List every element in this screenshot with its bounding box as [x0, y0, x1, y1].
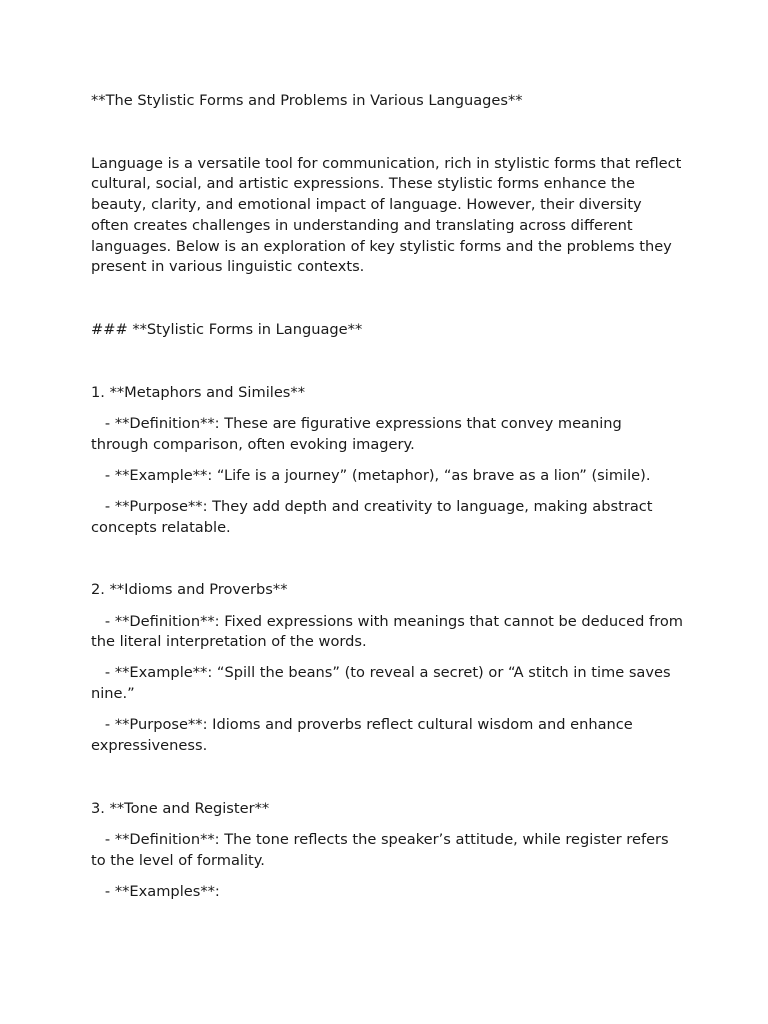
item-heading: 2. **Idioms and Proverbs** [91, 581, 288, 599]
item-bullet-definition: - **Definition**: The tone reflects the speaker’s attitude, while register refers to the level of formality. [91, 830, 674, 869]
item-bullet-purpose: - **Purpose**: Idioms and proverbs reflect cultural wisdom and enhance expressiveness. [91, 716, 638, 755]
intro-paragraph: Language is a versatile tool for communication, rich in stylistic forms that reflect cultural, social, and artistic expressions. These stylistic forms enhance the beauty, clarity, and emotional impact of language. However, their diversity often creates challenges in understanding and translating across different languages. Below is an exploration of key stylistic forms and the problems they present in various linguistic contexts. [91, 154, 687, 276]
list-item-metaphors [91, 383, 683, 539]
document-body [91, 91, 688, 913]
item-bullet-example: - **Example**: “Life is a journey” (metaphor), “as brave as a lion” (simile). [91, 466, 651, 484]
document-title: **The Stylistic Forms and Problems in Various Languages** [91, 92, 523, 109]
item-heading: 3. **Tone and Register** [91, 799, 270, 817]
item-bullet-examples: - **Examples**: [91, 882, 220, 900]
item-bullet-definition: - **Definition**: These are figurative expressions that convey meaning through comparison, often evoking imagery. [91, 414, 627, 453]
item-heading: 1. **Metaphors and Similes** [91, 383, 305, 401]
section-heading: ### **Stylistic Forms in Language** [91, 320, 363, 338]
item-bullet-definition: - **Definition**: Fixed expressions with meanings that cannot be deduced from the literal interpretation of the words. [91, 612, 688, 651]
item-bullet-purpose: - **Purpose**: They add depth and creativity to language, making abstract concepts relatable. [91, 497, 658, 536]
item-bullet-example: - **Example**: “Spill the beans” (to reveal a secret) or “A stitch in time saves nine.” [91, 664, 676, 703]
list-item-tone-register [91, 799, 683, 903]
list-item-idioms [91, 580, 688, 756]
